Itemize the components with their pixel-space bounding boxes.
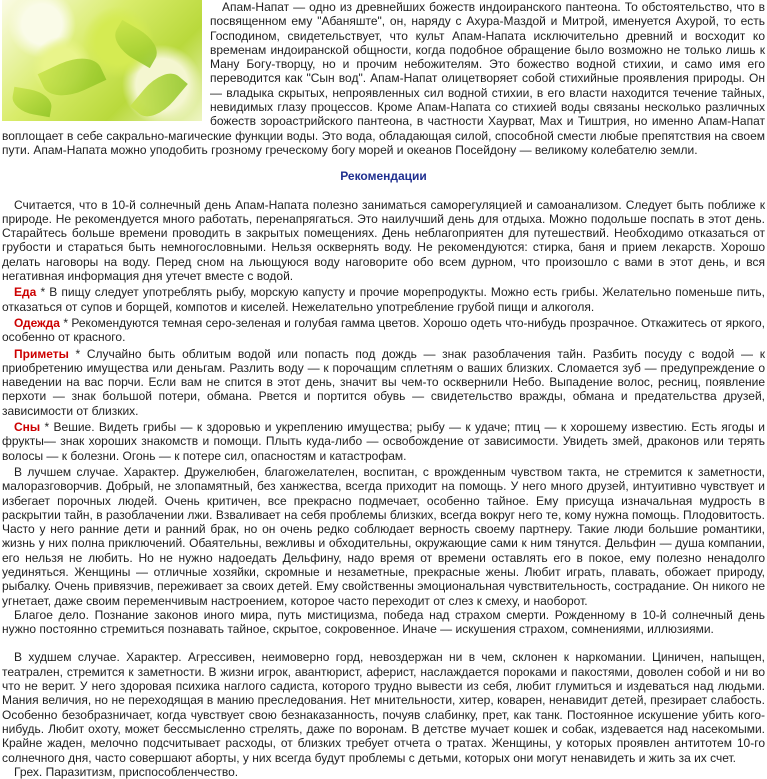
food-label: Еда bbox=[14, 285, 37, 300]
clothes-text: * Рекомендуются темная серо-зеленая и голубая гамма цветов. Хорошо одеть что-нибудь прозрачное. Откажитесь от яркого, особенно от красного. bbox=[2, 315, 765, 345]
best-case-paragraph: В лучшем случае. Характер. Дружелюбен, благожелателен, воспитан, с врожденным чувством такта, не стремится к заметности, малоразговорчив. Добрый, не злопамятный, без ханжества, всегда приходит на помощь. У него много друзей, интуитивно чувствует и избегает порочных людей. Очень критичен, все прекрасно подмечает, особенно тайное. Ему присуща изначальная мудрость в раскрытии тайн, в разоблачении лжи. Взваливает на себя проблемы близких, всегда вокруг него те, кому нужна помощь. Плодовитость. Часто у него ранние дети и ранний брак, но он очень редко соблюдает верность своему партнеру. Такие люди большие романтики, жизнь у них полна приключений. Обаятельны, вежливы и обходительны, окружающие сами к ним тянутся. Дельфин — душа компании, его нельзя не любить. Но не нужно надоедать Дельфину, надо время от времени оставлять его в покое, ему полезно ненадолго уединяться. Женщины — отличные хозяйки, скромные и незаметные, прекрасные жены. Любит играть, плавать, обожает природу, рыбалку. Очень привязчив, переживает за своих детей. Ему свойственны эмоциональная чувствительность, сострадание. Он никого не угнетает, даже своим переменчивым настроением, которое часто переходит от слез к смеху, и наоборот. bbox=[2, 464, 765, 608]
green-leaves-image bbox=[2, 0, 202, 121]
food-paragraph bbox=[2, 285, 765, 314]
blessing-paragraph: Благое дело. Познание законов иного мира, путь мистицизма, победа над страхом смерти. Рожденному в 10-й солнечный день нужно постоянно стремиться познавать тайное, скрытое, сокровенное. Иначе — искушения страхом, сомнениями, иллюзиями. bbox=[2, 607, 765, 637]
worst-case-paragraph: В худшем случае. Характер. Агрессивен, неимоверно горд, невоздержан ни в чем, склонен к наркомании. Циничен, напыщен, театрален, стремится к заметности. В жизни игрок, авантюрист, аферист, наслаждается пороками и пакостями, доволен собой и ни во что не верит. У него здоровая психика наглого садиста, которого трудно вывести из себя, любит глумиться и издеваться над людьми. Мания величия, но не переходящая в манию преследования. Нет мнительности, хитер, коварен, ненавидит детей, презирает слабость. Особенно безобразничает, когда чувствует свою безнаказанность, почуяв слабинку, прет, как танк. Постоянное искушение убить кого-нибудь. Любит охоту, может бессмысленно стрелять, даже по воронам. В детстве мучает кошек и собак, издевается над насекомыми. Крайне жаден, мелочно подсчитывает расходы, от близких требует отчета о тратах. Женщины, у которых проявлен антитотем 10-го солнечного дня, часто совершают аборты, у них всегда будут проблемы с детьми, которых они могут ненавидеть и жить за их счет. bbox=[2, 650, 765, 765]
omens-paragraph bbox=[2, 347, 765, 418]
general-recommendations: Считается, что в 10-й солнечный день Апам-Напата полезно заниматься саморегуляцией и самоанализом. Следует быть поближе к природе. Не рекомендуется много работать, перенапрягаться. Это наилучший день для отдыха. Можно подольше поспать в этот день. Старайтесь больше времени проводить в закрытых помещениях. День неблагоприятен для путешествий. Необходимо отказаться от грубости и стараться быть немногословными. Нельзя осквернять воду. Не рекомендуются: стирка, баня и прием лекарств. Хорошо делать наговоры на воду. Перед сном на льющуюся воду наговорите обо всем дурном, что произошло с вами в этот день, и вся негативная информация дня утечет вместе с водой. bbox=[2, 197, 765, 284]
dreams-paragraph bbox=[2, 420, 765, 463]
sin-paragraph: Грех. Паразитизм, приспособленчество. bbox=[14, 764, 239, 779]
clothes-paragraph bbox=[2, 316, 765, 345]
omens-text: * Случайно быть облитым водой или попасть под дождь — знак разоблачения тайн. Разбить посуду с водой — к приобретению имущества или деньгам. Разлить воду — к порочащим сплетням о ваших близких. Сломается зуб — предупреждение о наведении на вас порчи. Если вам не спится в этот день, значит вы чем-то осквернили Небо. Выпадение волос, ресниц, появление перхоти — знак большой потери, обмана. Рвется и портится обувь — свидетельство вражды, обмана и предательства друзей, зависимости от близких. bbox=[2, 346, 765, 418]
food-text: * В пищу следует употреблять рыбу, морскую капусту и прочие морепродукты. Можно есть грибы. Желательно поменьше пить, отказаться от супов и борщей, компотов и киселей. Нежелательно употребление грубой пищи и алкоголя. bbox=[2, 285, 765, 314]
intro-paragraph: Апам-Напат — одно из древнейших божеств индоиранского пантеона. То обстоятельство, что в посвященном ему "Абаняште", он, наряду с Ахура-Маздой и Митрой, именуется Ахурой, то есть Господином, свидетельствует, что культ Апам-Напата исключительно древний и восходит ко временам индоиранской общности, когда подобное обращение было возможно не только лишь к Ману Богу-творцу, но и прочим небожителям. Это божество водной стихии, и само имя его переводится как "Сын вод". Апам-Напат олицетворяет собой стихийные проявления природы. Он — владыка скрытых, непроявленных сил водной стихии, в его власти находится течение тайных, невидимых глазу процессов. Кроме Апам-Напата со стихией воды связаны несколько различных божеств зороастрийского пантеона, в частности Хаурват, Мах и Тиштрия, но именно Апам-Напат воплощает в себе сакрально-магические функции воды. Это вода, обладающая силой, способной смести любые препятствия на своем пути. Апам-Напата можно уподобить грозному греческому богу морей и океанов Посейдону — великому колебателю земли. bbox=[2, 0, 765, 157]
dreams-text: * Вешие. Видеть грибы — к здоровью и укреплению имущества; рыбу — к удаче; птиц — к хорошему известию. Есть ягоды и фрукты— знак хороших знакомств и помощи. Плыть куда-либо — освобождение от зависимости. Увидеть змей, драконов или терять волосы — к болезни. Огонь — к потере сил, опасностям и катастрофам. bbox=[2, 420, 765, 463]
recommendations-title: Рекомендации bbox=[340, 169, 427, 184]
dreams-label: Сны bbox=[14, 420, 41, 435]
clothes-label: Одежда bbox=[14, 315, 60, 330]
omens-label: Приметы bbox=[14, 346, 69, 361]
